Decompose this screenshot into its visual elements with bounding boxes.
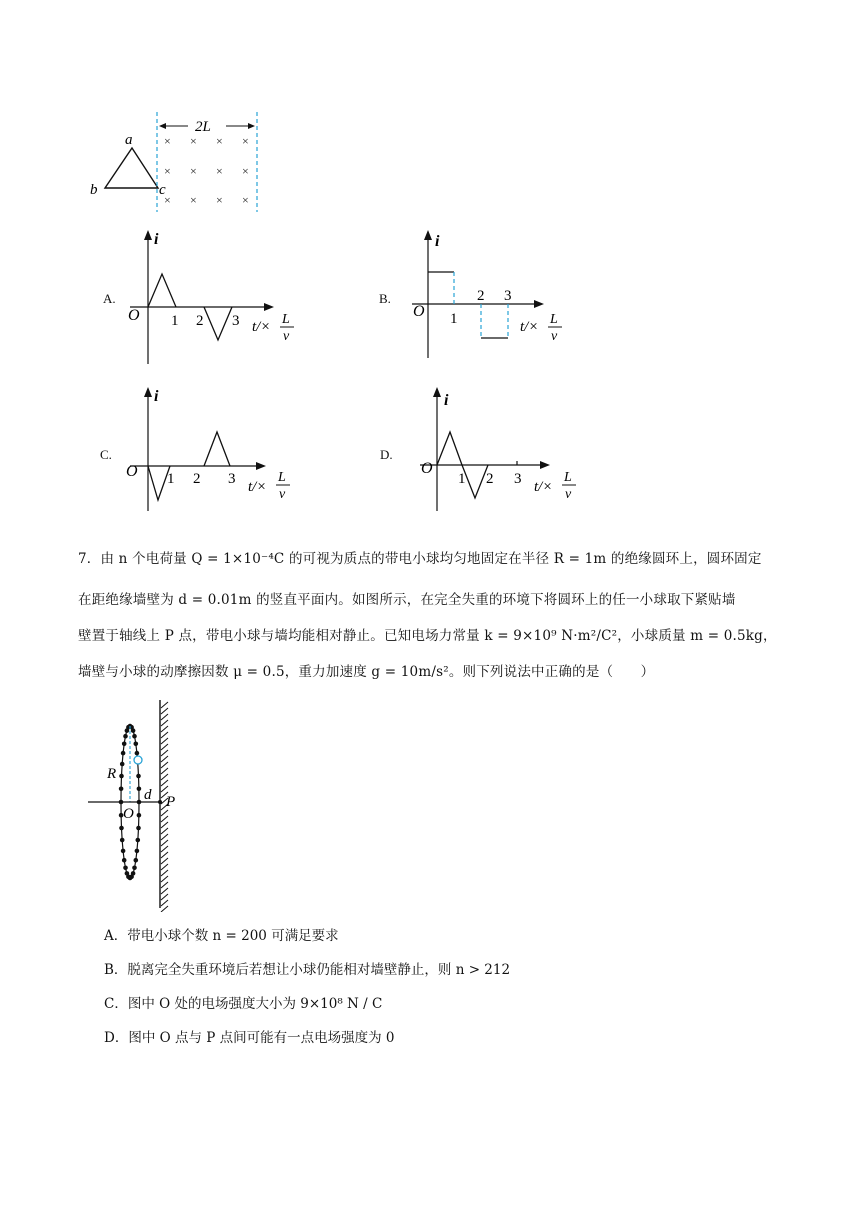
choice-a[interactable]: A．带电小球个数 n = 200 可满足要求 (104, 928, 339, 944)
ring-ball (137, 813, 142, 818)
option-b-letter[interactable]: B. (379, 291, 391, 306)
ring-ball (119, 787, 124, 792)
hatch-line (161, 756, 168, 762)
y-axis-label: i (435, 233, 440, 250)
hatch-line (161, 702, 168, 708)
question-7-line-4: 墙壁与小球的动摩擦因数 μ = 0.5，重力加速度 g = 10m/s²。则下列说法中正确的是（ ） (78, 664, 655, 680)
y-arrowhead-icon (144, 230, 152, 240)
hatch-line (161, 870, 168, 876)
ring-ball (119, 774, 124, 779)
option-a-graph[interactable] (120, 228, 310, 368)
field-x-mark: × (216, 134, 223, 148)
field-x-mark: × (190, 134, 197, 148)
ring-ball (132, 734, 137, 739)
question-7-line-3: 壁置于轴线上 P 点，带电小球与墙均能相对静止。已知电场力常量 k = 9×10⁹ N·m²/C²，小球质量 m = 0.5kg， (78, 628, 777, 644)
current-curve-2 (204, 432, 230, 466)
x-axis-frac-num: L (278, 470, 286, 485)
tick-label: 3 (504, 288, 512, 304)
hatch-line (161, 780, 168, 786)
hatch-line (161, 786, 168, 792)
x-axis-label: t/× (248, 479, 267, 495)
x-arrowhead-icon (540, 461, 550, 469)
vertex-a-label: a (125, 132, 133, 148)
label-R: R (107, 766, 117, 782)
ring-ball (122, 742, 127, 747)
y-arrowhead-icon (433, 387, 441, 397)
x-arrowhead-icon (256, 462, 266, 470)
x-axis-frac-den: v (565, 487, 572, 502)
ring-ball (125, 871, 130, 876)
tick-label: 3 (232, 313, 240, 329)
option-b-graph[interactable] (402, 228, 592, 368)
field-x-mark: × (242, 193, 249, 207)
y-axis-label: i (444, 392, 449, 409)
hatch-line (161, 750, 168, 756)
hatch-line (161, 834, 168, 840)
tick-label: 1 (458, 471, 466, 487)
label-d: d (144, 787, 152, 803)
ring-ball (137, 787, 142, 792)
hatch-line (161, 768, 168, 774)
y-axis-label: i (154, 231, 159, 248)
hatch-line (161, 726, 168, 732)
vertex-c-label: c (159, 182, 166, 198)
label-O: O (123, 806, 134, 822)
tick-label: 1 (167, 471, 175, 487)
origin-label: O (126, 463, 138, 480)
ring-wall-figure (86, 696, 196, 912)
removed-ball-gap (134, 756, 142, 764)
tick-label: 1 (450, 311, 458, 327)
ring-ball (123, 866, 128, 871)
field-x-mark: × (216, 193, 223, 207)
point-p-dot (158, 800, 162, 804)
option-d-letter[interactable]: D. (380, 447, 393, 462)
x-axis-label: t/× (252, 319, 271, 335)
ring-ball (121, 751, 126, 756)
current-curve-2 (462, 465, 488, 498)
field-x-mark: × (164, 193, 171, 207)
hatch-line (161, 732, 168, 738)
triangle-abc (105, 148, 158, 188)
hatch-line (161, 876, 168, 882)
origin-label: O (128, 307, 140, 324)
hatch-line (161, 888, 168, 894)
x-axis-label: t/× (520, 319, 539, 335)
field-x-mark: × (190, 193, 197, 207)
y-arrowhead-icon (144, 387, 152, 397)
arrowhead-left-icon (159, 123, 166, 129)
choice-c[interactable]: C．图中 O 处的电场强度大小为 9×10⁸ N / C (104, 996, 383, 1012)
x-axis-frac-num: L (550, 312, 558, 327)
triangle-field-figure (80, 108, 280, 218)
tick-label: 3 (228, 471, 236, 487)
width-label: 2L (195, 119, 211, 135)
hatch-line (161, 720, 168, 726)
origin-label: O (413, 303, 425, 320)
tick-label: 2 (196, 313, 204, 329)
hatch-line (161, 810, 168, 816)
field-x-mark: × (242, 164, 249, 178)
hatch-line (161, 744, 168, 750)
x-axis-frac-den: v (279, 487, 286, 502)
ring-ball (134, 742, 139, 747)
hatch-line (161, 738, 168, 744)
hatch-line (161, 906, 168, 912)
vertex-b-label: b (90, 182, 98, 198)
option-c-letter[interactable]: C. (100, 447, 112, 462)
field-x-mark: × (216, 164, 223, 178)
field-marks (164, 134, 249, 207)
x-axis-frac-num: L (564, 470, 572, 485)
ring-ball (120, 762, 125, 767)
ring-ball (119, 826, 124, 831)
ring-ball (121, 849, 126, 854)
option-c-graph[interactable] (120, 385, 310, 515)
hatch-line (161, 714, 168, 720)
x-arrowhead-icon (264, 303, 274, 311)
hatch-line (161, 828, 168, 834)
field-x-mark: × (190, 164, 197, 178)
hatch-line (161, 774, 168, 780)
ring-ball (134, 858, 139, 863)
ring-ball (136, 826, 141, 831)
current-curve-2 (204, 307, 232, 340)
field-x-mark: × (164, 134, 171, 148)
choice-d[interactable]: D．图中 O 点与 P 点间可能有一点电场强度为 0 (104, 1030, 395, 1046)
hatch-line (161, 846, 168, 852)
ring-ball (136, 774, 141, 779)
ring-ball (120, 838, 125, 843)
x-axis-frac-num: L (282, 312, 290, 327)
field-x-mark: × (164, 164, 171, 178)
arrowhead-right-icon (248, 123, 255, 129)
x-axis-frac-den: v (551, 329, 558, 344)
hatch-line (161, 708, 168, 714)
hatch-line (161, 852, 168, 858)
hatch-line (161, 762, 168, 768)
tick-label: 3 (514, 471, 522, 487)
option-d-graph[interactable] (410, 385, 590, 515)
current-curve (148, 274, 176, 307)
label-P: P (166, 794, 176, 810)
tick-label: 2 (477, 288, 485, 304)
y-arrowhead-icon (424, 230, 432, 240)
question-7-line-1: 7．由 n 个电荷量 Q = 1×10⁻⁴C 的可视为质点的带电小球均匀地固定在半径 R = 1m 的绝缘圆环上，圆环固定 (78, 551, 762, 567)
x-arrowhead-icon (534, 300, 544, 308)
ring-ball (135, 849, 140, 854)
question-7-line-2: 在距绝缘墙壁为 d = 0.01m 的竖直平面内。如图所示，在完全失重的环境下将圆环上的任一小球取下紧贴墙 (78, 592, 736, 608)
ring-ball (122, 858, 127, 863)
x-axis-frac-den: v (283, 329, 290, 344)
origin-label: O (421, 460, 433, 477)
ring-ball (136, 838, 141, 843)
current-curve (437, 432, 462, 465)
choice-b[interactable]: B．脱离完全失重环境后若想让小球仍能相对墙壁静止，则 n > 212 (104, 962, 511, 978)
hatch-line (161, 840, 168, 846)
hatch-line (161, 900, 168, 906)
ring-ball (132, 866, 137, 871)
hatch-line (161, 822, 168, 828)
ring-ball (135, 751, 140, 756)
option-a-letter[interactable]: A. (103, 291, 116, 306)
x-axis-label: t/× (534, 479, 553, 495)
field-x-mark: × (242, 134, 249, 148)
ring-ball (123, 734, 128, 739)
tick-label: 1 (171, 313, 179, 329)
hatch-line (161, 882, 168, 888)
y-axis-label: i (154, 388, 159, 405)
hatch-line (161, 864, 168, 870)
hatch-line (161, 894, 168, 900)
ring-ball (131, 728, 136, 733)
hatch-line (161, 816, 168, 822)
tick-label: 2 (193, 471, 201, 487)
tick-label: 2 (486, 471, 494, 487)
hatch-line (161, 858, 168, 864)
